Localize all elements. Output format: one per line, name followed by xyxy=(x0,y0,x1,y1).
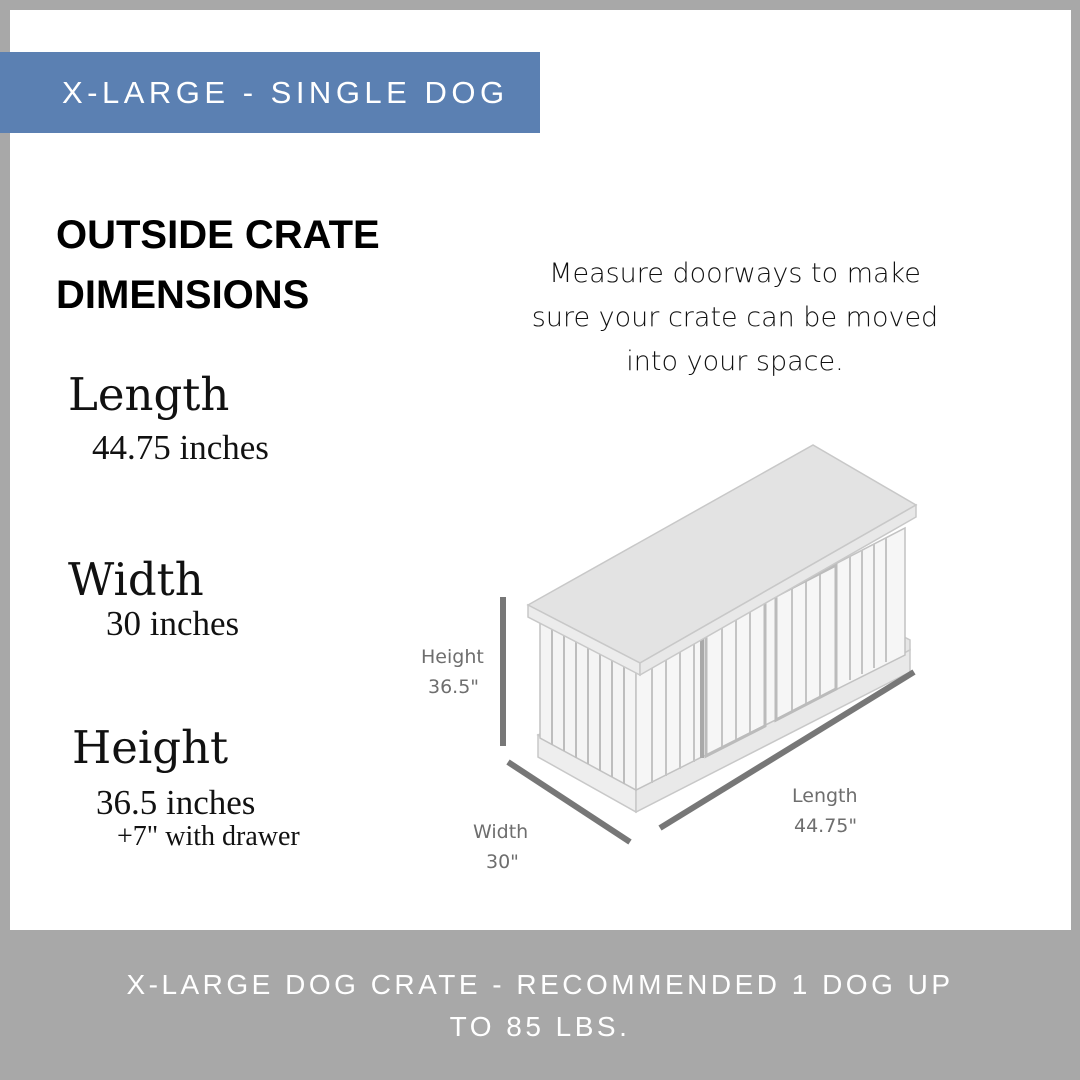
footer-banner xyxy=(0,930,1080,1080)
diagram-height-label: Height xyxy=(421,646,484,668)
height-value: 36.5 inches xyxy=(96,783,256,822)
footer-line2: TO 85 LBS. xyxy=(449,1011,631,1042)
diagram-length-value: 44.75" xyxy=(794,815,858,837)
length-value: 44.75 inches xyxy=(92,428,269,467)
measure-note-line3: into your space. xyxy=(626,346,844,377)
size-banner-text: X-LARGE - SINGLE DOG xyxy=(62,75,509,110)
diagram-width-value: 30" xyxy=(486,851,519,873)
measure-note-line2: sure your crate can be moved xyxy=(531,302,939,333)
width-value: 30 inches xyxy=(106,604,240,643)
length-label: Length xyxy=(68,368,230,421)
diagram-length-label: Length xyxy=(792,785,858,807)
width-label: Width xyxy=(68,553,204,606)
height-drawer-note: +7" with drawer xyxy=(117,821,300,852)
section-title-line1: OUTSIDE CRATE xyxy=(56,213,380,257)
measure-note-line1: Measure doorways to make xyxy=(549,258,921,289)
diagram-height-value: 36.5" xyxy=(428,676,480,698)
diagram-width-label: Width xyxy=(473,821,529,843)
height-label: Height xyxy=(72,721,229,774)
footer-line1: X-LARGE DOG CRATE - RECOMMENDED 1 DOG UP xyxy=(126,969,954,1000)
section-title-line2: DIMENSIONS xyxy=(56,273,310,317)
